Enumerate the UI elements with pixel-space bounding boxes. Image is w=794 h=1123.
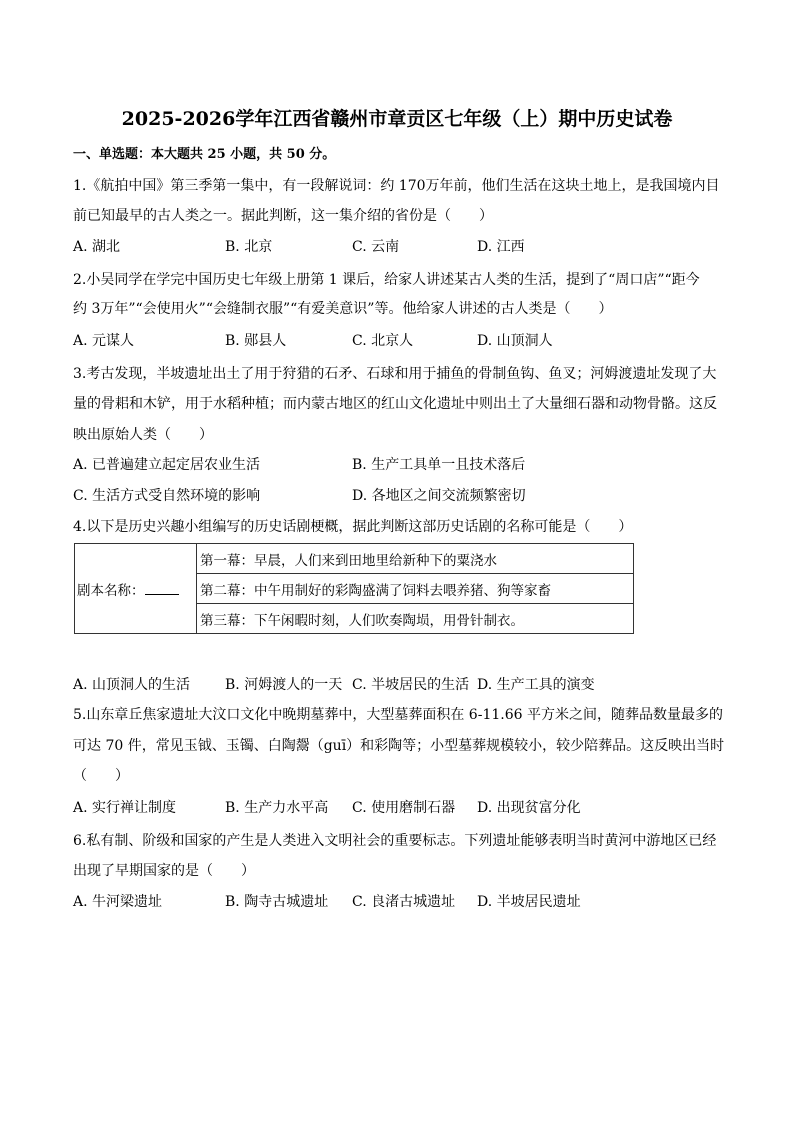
- section-heading: 一、单选题：本大题共 25 小题，共 50 分。: [73, 147, 336, 162]
- q4-line-1: 4.以下是历史兴趣小组编写的历史话剧梗概，据此判断这部历史话剧的名称可能是（ ）: [73, 519, 633, 535]
- q5-option-a[interactable]: A. 实行禅让制度: [73, 800, 177, 816]
- q5-option-d[interactable]: D. 出现贫富分化: [477, 800, 581, 816]
- q2-line-2: 约 3万年”“会使用火”“会缝制衣服”“有爱美意识”等。他给家人讲述的古人类是（ ）: [73, 301, 613, 317]
- q6-option-d[interactable]: D. 半坡居民遗址: [477, 894, 581, 910]
- act-1-cell: 第一幕：早晨，人们来到田地里给新种下的粟浇水: [197, 544, 634, 574]
- q3-line-3: 映出原始人类（ ）: [73, 427, 213, 443]
- q5-line-1: 5.山东章丘焦家遗址大汶口文化中晚期墓葬中，大型墓葬面积在 6-11.66 平方米之间，随葬品数量最多的: [73, 707, 723, 723]
- q1-option-b[interactable]: B. 北京: [225, 239, 273, 255]
- q4-option-b[interactable]: B. 河姆渡人的一天: [225, 677, 343, 693]
- q3-line-1: 3.考古发现，半坡遗址出土了用于狩猎的石矛、石球和用于捕鱼的骨制鱼钩、鱼叉；河姆渡遗址发现了大: [73, 366, 717, 382]
- script-name-label: 剧本名称：: [77, 582, 145, 599]
- script-name-blank: [145, 582, 179, 595]
- q4-option-a[interactable]: A. 山顶洞人的生活: [73, 677, 191, 693]
- q6-line-2: 出现了早期国家的是（ ）: [73, 863, 255, 879]
- play-synopsis-table: [74, 543, 634, 634]
- q1-option-d[interactable]: D. 江西: [477, 239, 525, 255]
- q2-line-1: 2.小吴同学在学完中国历史七年级上册第 1 课后，给家人讲述某古人类的生活，提到了“周口店”“距今: [73, 272, 700, 288]
- q1-line-1: 1.《航拍中国》第三季第一集中，有一段解说词：约 170万年前，他们生活在这块土地上，是我国境内目: [73, 178, 720, 194]
- q1-option-c[interactable]: C. 云南: [352, 239, 400, 255]
- q3-option-b[interactable]: B. 生产工具单一且技术落后: [352, 457, 526, 473]
- q6-line-1: 6.私有制、阶级和国家的产生是人类进入文明社会的重要标志。下列遗址能够表明当时黄河中游地区已经: [73, 833, 717, 849]
- act-3-cell: 第三幕：下午闲暇时刻，人们吹奏陶埙，用骨针制衣。: [197, 604, 634, 634]
- q3-option-d[interactable]: D. 各地区之间交流频繁密切: [352, 488, 526, 504]
- q2-option-d[interactable]: D. 山顶洞人: [477, 333, 553, 349]
- q1-line-2: 前已知最早的古人类之一。据此判断，这一集介绍的省份是（ ）: [73, 208, 493, 224]
- q3-option-a[interactable]: A. 已普遍建立起定居农业生活: [73, 457, 261, 473]
- q4-option-c[interactable]: C. 半坡居民的生活: [352, 677, 470, 693]
- q3-line-2: 量的骨耜和木铲，用于水稻种植；而内蒙古地区的红山文化遗址中则出土了大量细石器和动物骨骼。这反: [73, 396, 717, 412]
- q5-option-b[interactable]: B. 生产力水平高: [225, 800, 329, 816]
- exam-title: 2025-2026学年江西省赣州市章贡区七年级（上）期中历史试卷: [121, 108, 673, 130]
- q6-option-b[interactable]: B. 陶寺古城遗址: [225, 894, 329, 910]
- q3-option-c[interactable]: C. 生活方式受自然环境的影响: [73, 488, 261, 504]
- q2-option-a[interactable]: A. 元谋人: [73, 333, 135, 349]
- q2-option-b[interactable]: B. 郧县人: [225, 333, 287, 349]
- script-name-cell: [75, 544, 197, 634]
- q5-line-3: （ ）: [73, 768, 129, 784]
- q6-option-c[interactable]: C. 良渚古城遗址: [352, 894, 456, 910]
- q6-option-a[interactable]: A. 牛河梁遗址: [73, 894, 163, 910]
- q1-option-a[interactable]: A. 湖北: [73, 239, 121, 255]
- q5-option-c[interactable]: C. 使用磨制石器: [352, 800, 456, 816]
- q5-line-2: 可达 70 件，常见玉钺、玉镯、白陶鬶（guī）和彩陶等；小型墓葬规模较小，较少陪葬品。这反映出当时: [73, 738, 725, 754]
- act-2-cell: 第二幕：中午用制好的彩陶盛满了饲料去喂养猪、狗等家畜: [197, 574, 634, 604]
- q2-option-c[interactable]: C. 北京人: [352, 333, 414, 349]
- table-row: [75, 544, 634, 574]
- q4-option-d[interactable]: D. 生产工具的演变: [477, 677, 595, 693]
